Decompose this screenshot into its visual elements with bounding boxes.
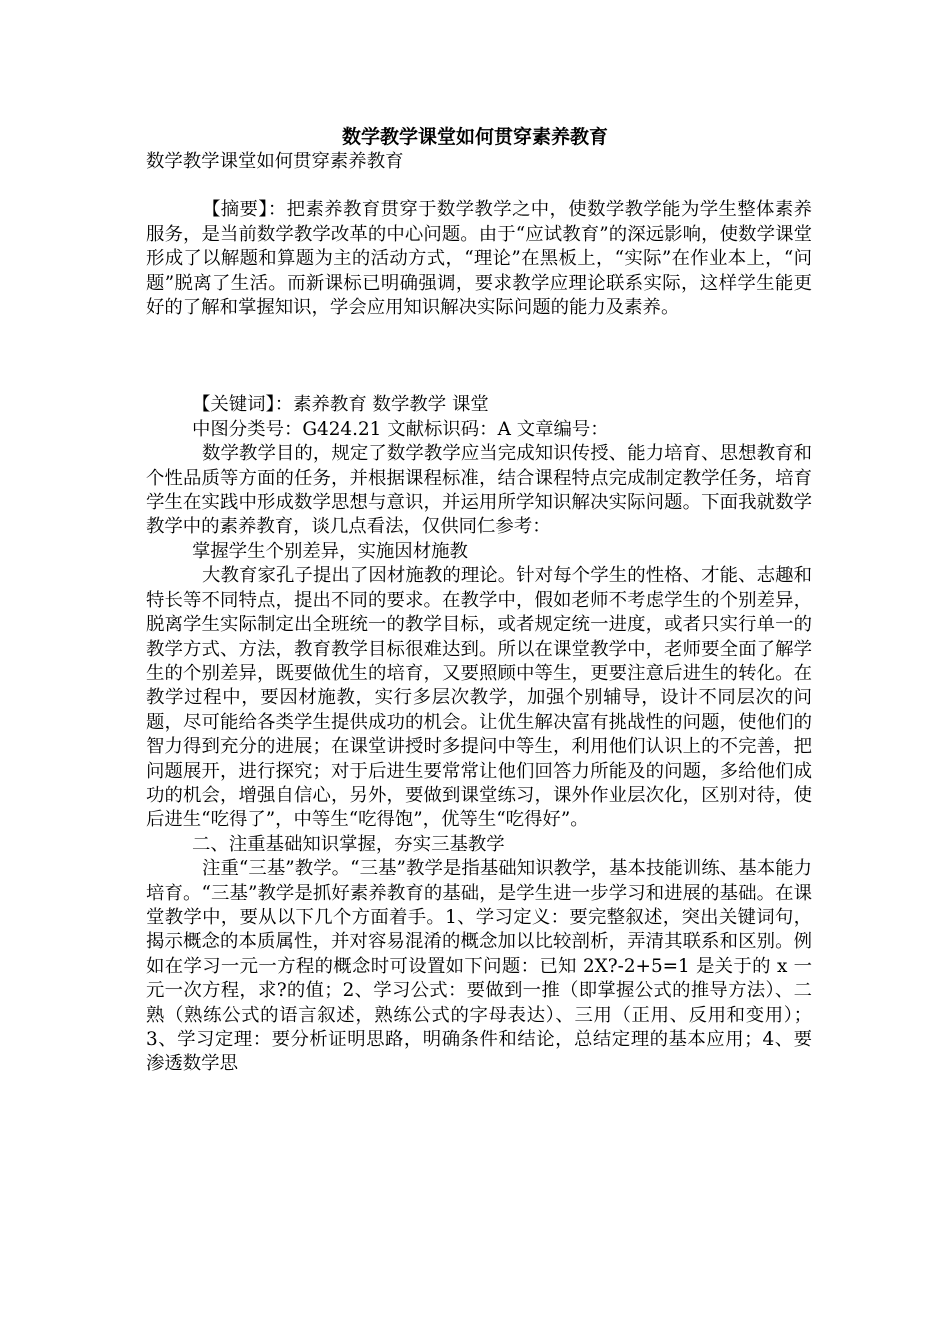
section-1-paragraph: 大教育家孔子提出了因材施教的理论。针对每个学生的性格、才能、志趣和特长等不同特点，提出不同的要求。在教学中，假如老师不考虑学生的个别差异，脱离学生实际制定出全班统一的教学目标，或者规定统一进度，或者只实行单一的教学方式、方法，教育教学目标很难达到。所以在课堂教学中，老师要全面了解学生的个别差异，既要做优生的培育，又要照顾中等生，更要注意后进生的转化。在教学过程中，要因材施教，实行多层次教学，加强个别辅导，设计不同层次的问题，尽可能给各类学生提供成功的机会。让优生解决富有挑战性的问题，使他们的智力得到充分的进展；在课堂讲授时多提问中等生，利用他们认识上的不完善，把问题展开，进行探究；对于后进生要常常让他们回答力所能及的问题，多给他们成功的机会，增强自信心，另外，要做到课堂练习，课外作业层次化，区别对待，使后进生“吃得了”，中等生“吃得饱”，优等生“吃得好”。 (146, 565, 812, 831)
section-1-heading: 掌握学生个别差异，实施因材施教 (192, 540, 468, 562)
document-subtitle: 数学教学课堂如何贯穿素养教育 (146, 151, 404, 172)
keywords-line: 【关键词】：素养教育 数学教学 课堂 (192, 394, 489, 416)
section-2-heading: 二、注重基础知识掌握，夯实三基教学 (192, 833, 505, 855)
paragraph-spacer (146, 320, 812, 393)
document-title: 数学教学课堂如何贯穿素养教育 (341, 126, 608, 148)
document-body (146, 150, 812, 1077)
intro-paragraph: 数学教学目的，规定了数学教学应当完成知识传授、能力培育、思想教育和个性品质等方面的任务，并根据课程标准，结合课程特点完成制定教学任务，培育学生在实践中形成数学思想与意识，并运用所学知识解决实际问题。下面我就数学教学中的素养教育，谈几点看法，仅供同仁参考： (146, 443, 812, 538)
abstract-paragraph: 【摘要】：把素养教育贯穿于数学教学之中，使数学教学能为学生整体素养服务，是当前数学教学改革的中心问题。由于“应试教育”的深远影响，使数学课堂形成了以解题和算题为主的活动方式，“理论”在黑板上，“实际”在作业本上，“问题”脱离了生活。而新课标已明确强调，要求教学应理论联系实际，这样学生能更好的了解和掌握知识，学会应用知识解决实际问题的能力及素养。 (146, 199, 812, 319)
classification-line: 中图分类号：G424.21 文献标识码：A 文章编号： (192, 418, 609, 440)
section-2-paragraph: 注重“三基”教学。“三基”教学是指基础知识教学，基本技能训练、基本能力培育。“三基”教学是抓好素养教育的基础，是学生进一步学习和进展的基础。在课堂教学中，要从以下几个方面着手。1、学习定义：要完整叙述，突出关键词句，揭示概念的本质属性，并对容易混淆的概念加以比较剖析，弄清其联系和区别。例如在学习一元一方程的概念时可设置如下问题：已知 2X?-2+5=1 是关于的 x 一元一次方程，求?的值；2、学习公式：要做到一推（即掌握公式的推导方法）、二熟（熟练公式的语言叙述，熟练公式的字母表达）、三用（正用、反用和变用）；3、学习定理：要分析证明思路，明确条件和结论，总结定理的基本应用；4、要渗透数学思 (146, 858, 812, 1075)
